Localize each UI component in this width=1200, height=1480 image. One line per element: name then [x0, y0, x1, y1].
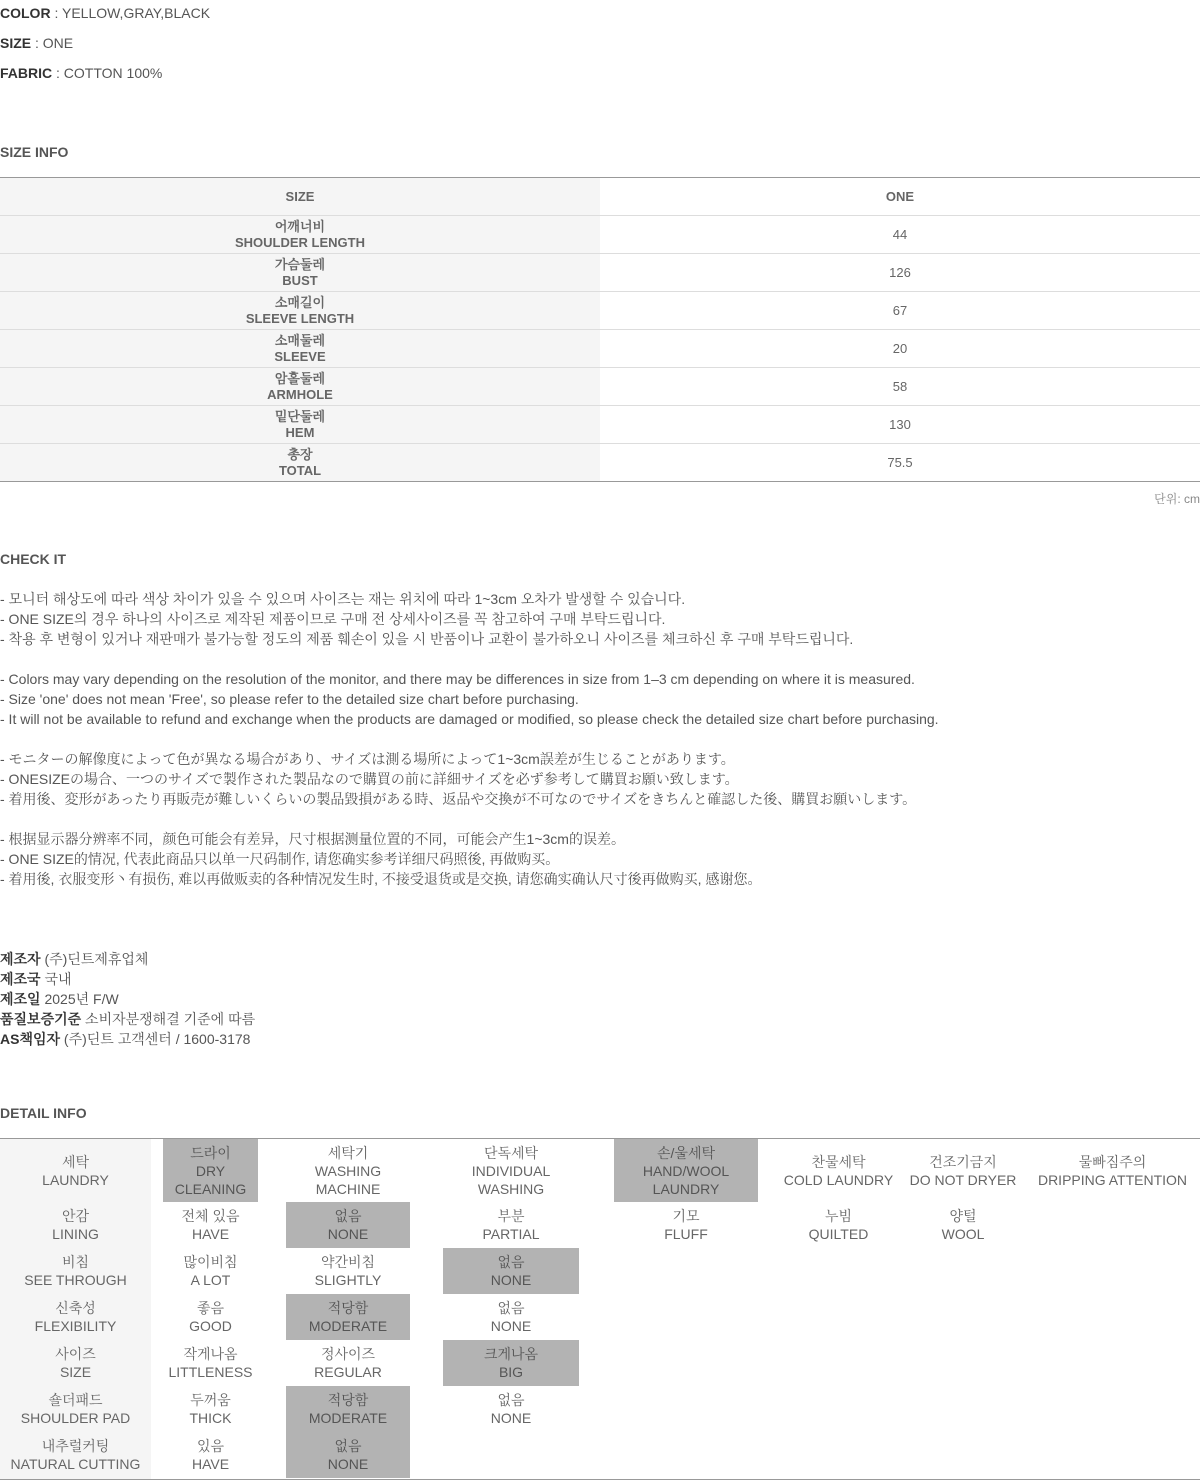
- detail-option-line: WASHING MACHINE: [314, 1162, 382, 1197]
- unit-note: 단위: cm: [1154, 492, 1200, 506]
- size-header-label: SIZE: [0, 178, 600, 216]
- size-row-label: [0, 444, 600, 482]
- detail-option-line: WOOL: [941, 1226, 985, 1242]
- detail-option: [443, 1139, 579, 1202]
- detail-option-line: 없음: [334, 1438, 362, 1454]
- table-row: [0, 254, 1200, 292]
- detail-option-line: HAND/WOOL: [642, 1162, 730, 1179]
- detail-option-line: LAUNDRY: [652, 1180, 720, 1197]
- detail-row-label: [0, 1139, 151, 1202]
- size-row-en: TOTAL: [278, 462, 322, 478]
- detail-option-line: 물빠짐주의: [1078, 1153, 1147, 1170]
- detail-option: [163, 1294, 258, 1340]
- size-row-ko: 가슴둘레: [274, 256, 326, 272]
- detail-info-title: DETAIL INFO: [0, 1105, 87, 1121]
- size-row-value: 20: [600, 330, 1200, 368]
- detail-option-selected: [286, 1432, 410, 1478]
- note-line: - 根据显示器分辨率不同，颜色可能会有差异，尺寸根据测量位置的不同，可能会产生1~3cm的误差。: [0, 831, 625, 847]
- detail-label-line: 안감: [61, 1208, 90, 1224]
- maker-label: AS책임자: [0, 1031, 61, 1047]
- note-line: - 모니터 해상도에 따라 색상 차이가 있을 수 있으며 사이즈는 재는 위치에 따라 1~3cm 오차가 발생할 수 있습니다.: [0, 591, 686, 607]
- detail-label-line: LAUNDRY: [42, 1171, 109, 1188]
- detail-grid: [0, 1138, 1200, 1480]
- detail-option-line: PARTIAL: [482, 1226, 540, 1242]
- size-row-value: 58: [600, 368, 1200, 406]
- detail-option-line: 드라이: [190, 1144, 231, 1161]
- size-row-label: [0, 406, 600, 444]
- detail-option-line: 두꺼움: [190, 1392, 231, 1408]
- note-line: - 着用後、変形があったり再販売が難しいくらいの製品毀損がある時、返品や交換が不可なのでサイズをきちんと確認した後、購買お願いします。: [0, 791, 917, 807]
- detail-option-line: DO NOT DRYER: [909, 1171, 1017, 1188]
- detail-option-line: DRIPPING ATTENTION: [1037, 1171, 1188, 1188]
- detail-option-line: 전체 있음: [181, 1208, 240, 1224]
- detail-option: [443, 1202, 579, 1248]
- maker-row: [0, 1029, 255, 1049]
- detail-option-line: INDIVIDUAL WASHING: [471, 1162, 551, 1197]
- detail-option-line: QUILTED: [808, 1226, 869, 1242]
- detail-option-line: BIG: [498, 1364, 524, 1380]
- note-line: - It will not be available to refund and exchange when the products are damaged or modified, so please check the detailed size chart before purchasing.: [0, 711, 939, 727]
- size-row-value: 126: [600, 254, 1200, 292]
- spec-fabric: [0, 65, 162, 81]
- maker-label: 제조일: [0, 991, 41, 1007]
- detail-option-line: HAVE: [191, 1456, 230, 1472]
- detail-option-line: 찬물세탁: [811, 1153, 866, 1170]
- note-line: - モニターの解像度によって色が異なる場合があり、サイズは測る場所によって1~3cm誤差が生じることがあります。: [0, 751, 735, 767]
- detail-option-line: 작게나옴: [183, 1346, 238, 1362]
- size-row-ko: 소매길이: [274, 294, 326, 310]
- maker-value: 소비자분쟁해결 기준에 따름: [81, 1011, 256, 1027]
- detail-option-selected: [614, 1139, 758, 1202]
- detail-label-line: 세탁: [61, 1153, 90, 1170]
- size-table-header: [0, 178, 1200, 216]
- note-line: - ONE SIZE的情况, 代表此商品只以单一尺码制作, 请您确实参考详细尺码照後, 再做购买。: [0, 851, 560, 867]
- spec-color-value: : YELLOW,GRAY,BLACK: [50, 5, 211, 21]
- detail-label-line: SEE THROUGH: [24, 1272, 127, 1288]
- detail-label-line: 내추럴커팅: [41, 1438, 110, 1454]
- detail-label-line: SHOULDER PAD: [20, 1410, 131, 1426]
- detail-option-line: 크게나옴: [483, 1346, 539, 1362]
- maker-row: [0, 949, 255, 969]
- detail-option-line: 많이비침: [183, 1254, 238, 1270]
- size-row-label: [0, 368, 600, 406]
- size-row-value: 67: [600, 292, 1200, 330]
- note-line: - Size 'one' does not mean 'Free', so please refer to the detailed size chart before purchasing.: [0, 691, 579, 707]
- maker-row: [0, 989, 255, 1009]
- detail-option-line: 손/울세탁: [657, 1144, 715, 1161]
- note-line: - ONE SIZE의 경우 하나의 사이즈로 제작된 제품이므로 구매 전 상세사이즈를 꼭 참고하여 구매 부탁드립니다.: [0, 611, 666, 627]
- spec-size: [0, 35, 73, 51]
- detail-label-line: LINING: [52, 1226, 99, 1242]
- detail-label-line: FLEXIBILITY: [34, 1318, 117, 1334]
- table-row: [0, 330, 1200, 368]
- spec-color: [0, 5, 210, 21]
- size-row-ko: 암홀둘레: [274, 370, 326, 386]
- detail-row-label: [0, 1202, 151, 1248]
- check-notes-en: [0, 669, 939, 729]
- detail-option: [163, 1340, 258, 1386]
- detail-label-line: 비침: [61, 1254, 90, 1270]
- detail-option-line: 누빔: [824, 1208, 853, 1224]
- detail-option: [443, 1294, 579, 1340]
- table-row: [0, 292, 1200, 330]
- size-row-value: 44: [600, 216, 1200, 254]
- table-row: [0, 406, 1200, 444]
- spec-color-label: COLOR: [0, 5, 51, 21]
- detail-option: [908, 1139, 1018, 1202]
- detail-option-line: 기모: [672, 1208, 700, 1224]
- size-row-en: ARMHOLE: [267, 386, 333, 402]
- detail-option-line: LITTLENESS: [168, 1364, 253, 1380]
- detail-option: [781, 1202, 896, 1248]
- detail-row-label: [0, 1432, 151, 1478]
- detail-option: [163, 1432, 258, 1478]
- detail-option-line: MODERATE: [308, 1318, 388, 1334]
- size-row-ko: 소매둘레: [274, 332, 326, 348]
- detail-option: [286, 1340, 410, 1386]
- spec-fabric-label: FABRIC: [0, 65, 53, 81]
- detail-label-line: SIZE: [59, 1364, 92, 1380]
- detail-option-line: COLD LAUNDRY: [783, 1171, 894, 1188]
- size-row-en: SLEEVE: [274, 348, 326, 364]
- note-line: - ONESIZEの場合、一つのサイズで製作された製品なので購買の前に詳細サイズを必ず参考して購買お願い致します。: [0, 771, 739, 787]
- detail-option: [443, 1386, 579, 1432]
- check-notes-zh: [0, 829, 761, 889]
- detail-row-label: [0, 1386, 151, 1432]
- detail-option-selected: [163, 1139, 258, 1202]
- note-line: - 着用後, 衣服变形丶有损伤, 难以再做贩卖的各种情况发生时, 不接受退货或是交换, 请您确实确认尺寸後再做购买, 感谢您。: [0, 871, 762, 887]
- maker-label: 품질보증기준: [0, 1011, 82, 1027]
- detail-option-line: 부분: [497, 1208, 525, 1224]
- maker-info: [0, 949, 255, 1049]
- detail-option-line: FLUFF: [664, 1226, 708, 1242]
- detail-option-line: 좋음: [196, 1300, 225, 1316]
- check-notes-ko: [0, 589, 853, 649]
- detail-option-line: NONE: [490, 1272, 532, 1288]
- detail-option-line: A LOT: [190, 1272, 231, 1288]
- detail-option-line: 단독세탁: [483, 1144, 539, 1161]
- size-row-en: SHOULDER LENGTH: [235, 234, 365, 250]
- maker-value: 국내: [40, 971, 72, 987]
- detail-label-line: 신축성: [55, 1300, 96, 1316]
- note-line: - Colors may vary depending on the resolution of the monitor, and there may be differences in size from 1–3 cm depending on where it is measured.: [0, 671, 915, 687]
- size-row-label: [0, 216, 600, 254]
- size-row-value: 130: [600, 406, 1200, 444]
- detail-option-selected: [443, 1248, 579, 1294]
- size-table: [0, 177, 1200, 482]
- detail-option-line: NONE: [490, 1318, 532, 1334]
- spec-size-value: : ONE: [31, 35, 74, 51]
- detail-option-selected: [286, 1386, 410, 1432]
- spec-fabric-value: : COTTON 100%: [52, 65, 163, 81]
- detail-option-line: 세탁기: [327, 1144, 369, 1161]
- size-row-value: 75.5: [600, 444, 1200, 482]
- detail-option: [286, 1139, 410, 1202]
- detail-option-selected: [286, 1202, 410, 1248]
- detail-row-label: [0, 1248, 151, 1294]
- detail-option: [163, 1248, 258, 1294]
- size-row-label: [0, 330, 600, 368]
- maker-row: [0, 969, 255, 989]
- maker-row: [0, 1009, 255, 1029]
- detail-option-line: 건조기금지: [929, 1153, 997, 1170]
- detail-option-line: SLIGHTLY: [314, 1272, 382, 1288]
- detail-option: [614, 1202, 758, 1248]
- detail-option-line: CLEANING: [174, 1180, 247, 1197]
- detail-option-line: 없음: [497, 1392, 525, 1408]
- table-row: [0, 216, 1200, 254]
- size-row-ko: 어깨너비: [274, 218, 326, 234]
- detail-option-selected: [443, 1340, 579, 1386]
- detail-option-line: 있음: [196, 1438, 225, 1454]
- size-row-en: HEM: [285, 424, 315, 440]
- maker-value: (주)딘트 고객센터 / 1600-3178: [60, 1031, 251, 1047]
- detail-option-line: NONE: [490, 1410, 532, 1426]
- detail-option: [163, 1202, 258, 1248]
- detail-row-label: [0, 1294, 151, 1340]
- detail-option-line: THICK: [189, 1410, 232, 1426]
- detail-option-line: 적당함: [327, 1300, 369, 1316]
- detail-option-line: REGULAR: [314, 1364, 382, 1380]
- check-it-title: CHECK IT: [0, 551, 67, 567]
- detail-option: [163, 1386, 258, 1432]
- maker-label: 제조자: [0, 951, 41, 967]
- size-row-ko: 총장: [287, 446, 313, 462]
- detail-row-label: [0, 1340, 151, 1386]
- detail-option: [286, 1248, 410, 1294]
- size-row-ko: 밑단둘레: [274, 408, 326, 424]
- detail-option-line: NONE: [327, 1226, 369, 1242]
- size-info-title: SIZE INFO: [0, 144, 69, 160]
- spec-size-label: SIZE: [0, 35, 32, 51]
- table-row: [0, 368, 1200, 406]
- detail-option: [1030, 1139, 1195, 1202]
- maker-value: (주)딘트제휴업체: [40, 951, 149, 967]
- detail-option-line: HAVE: [191, 1226, 230, 1242]
- size-row-label: [0, 292, 600, 330]
- detail-label-line: 숄더패드: [48, 1392, 103, 1408]
- detail-option: [908, 1202, 1018, 1248]
- detail-option-line: DRY: [195, 1162, 226, 1179]
- detail-option-line: GOOD: [189, 1318, 232, 1334]
- detail-option-line: 약간비침: [320, 1254, 376, 1270]
- detail-option-line: MODERATE: [308, 1410, 388, 1426]
- maker-value: 2025년 F/W: [40, 991, 119, 1007]
- detail-option-line: NONE: [327, 1456, 369, 1472]
- detail-option-line: 없음: [334, 1208, 362, 1224]
- detail-option-line: 양털: [949, 1208, 977, 1224]
- detail-option-selected: [286, 1294, 410, 1340]
- detail-option-line: 없음: [497, 1300, 525, 1316]
- detail-option: [781, 1139, 896, 1202]
- detail-option-line: 없음: [497, 1254, 525, 1270]
- check-notes-ja: [0, 749, 916, 809]
- detail-label-line: NATURAL CUTTING: [10, 1456, 141, 1472]
- detail-option-line: 정사이즈: [320, 1346, 376, 1362]
- size-row-label: [0, 254, 600, 292]
- note-line: - 착용 후 변형이 있거나 재판매가 불가능할 정도의 제품 훼손이 있을 시 반품이나 교환이 불가하오니 사이즈를 체크하신 후 구매 부탁드립니다.: [0, 631, 854, 647]
- table-row: [0, 444, 1200, 482]
- size-row-en: BUST: [282, 272, 318, 288]
- maker-label: 제조국: [0, 971, 41, 987]
- size-header-value: ONE: [600, 178, 1200, 216]
- size-row-en: SLEEVE LENGTH: [245, 310, 355, 326]
- detail-option-line: 적당함: [327, 1392, 369, 1408]
- detail-label-line: 사이즈: [55, 1346, 96, 1362]
